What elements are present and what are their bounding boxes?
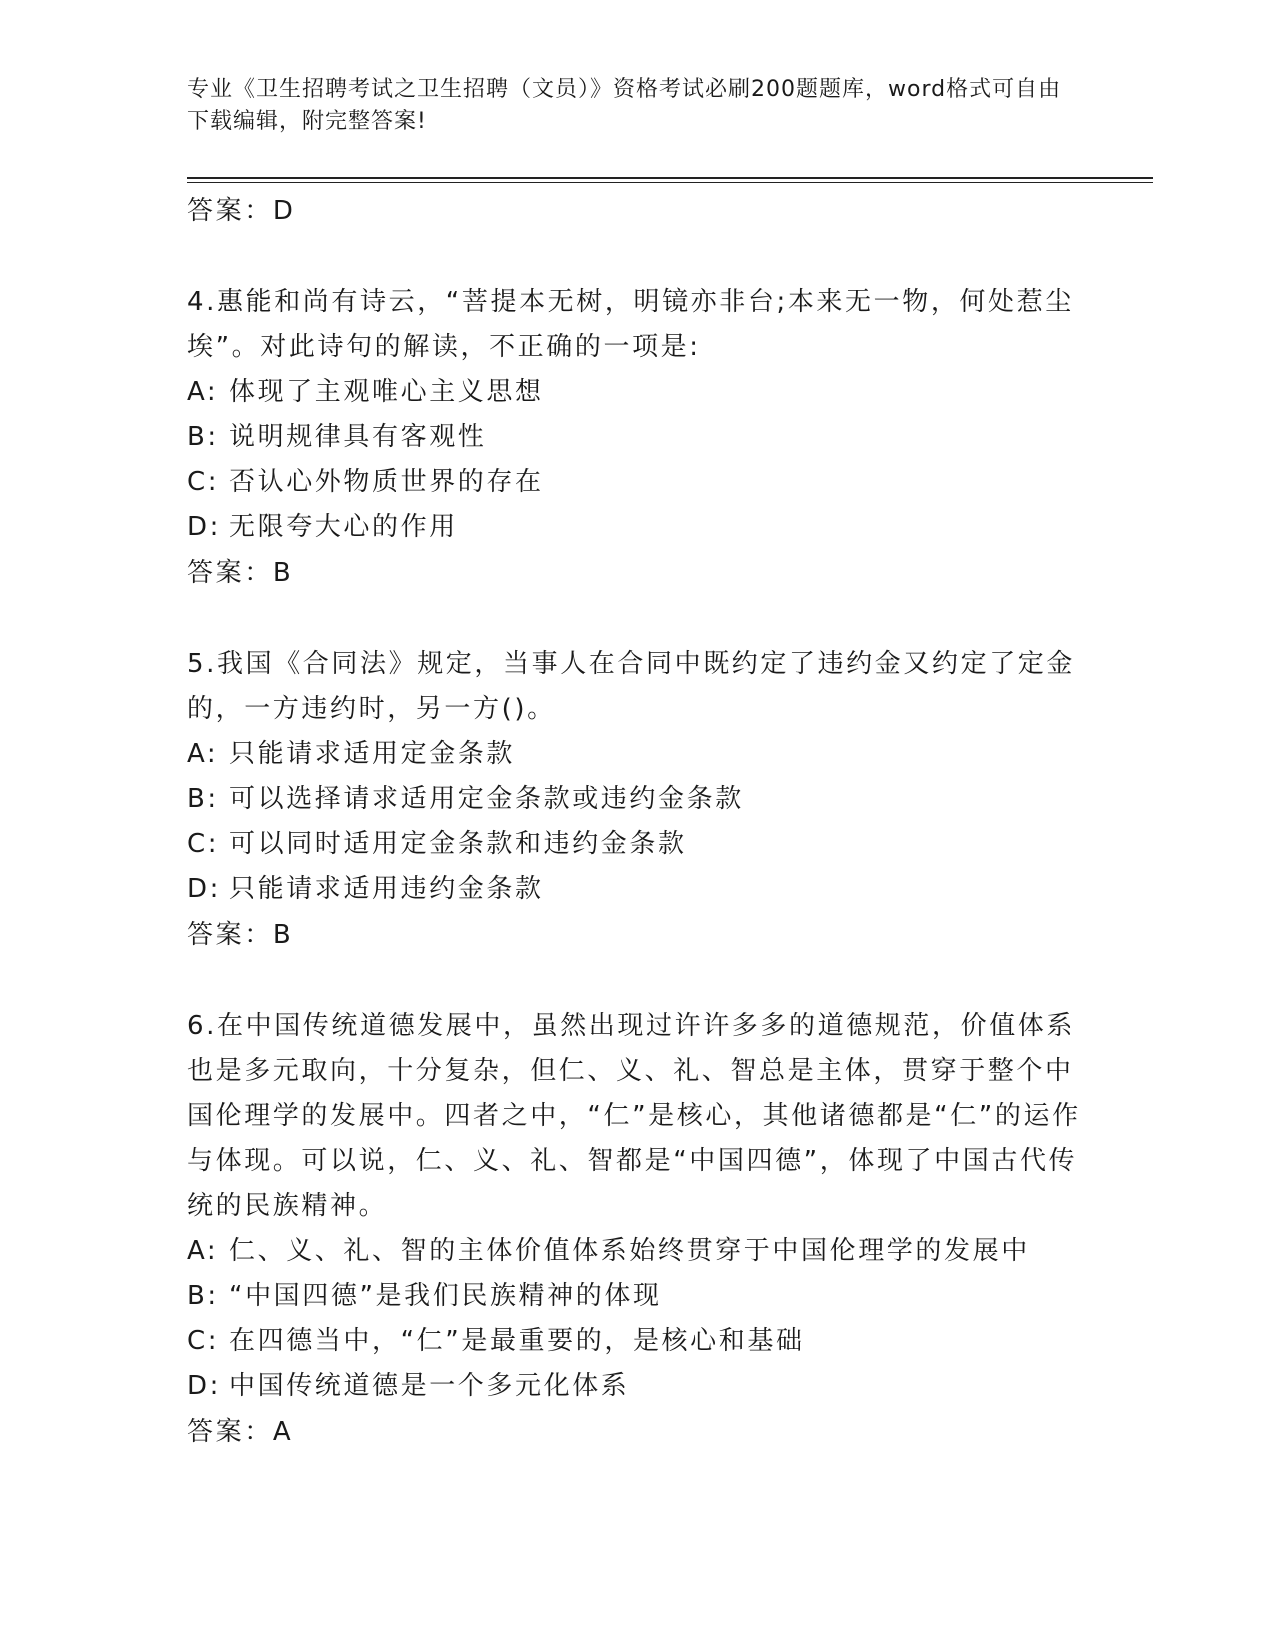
option-text: 可以选择请求适用定金条款或违约金条款: [229, 784, 744, 814]
question-stem: 6.在中国传统道德发展中，虽然出现过许许多多的道德规范，价值体系也是多元取向，十分复杂，但仁、义、礼、智总是主体，贯穿于整个中国伦理学的发展中。四者之中，“仁”是核心，其他诸德都是“仁”的运作与体现。可以说，仁、义、礼、智都是“中国四德”，体现了中国古代传统的民族精神。: [187, 1011, 1081, 1221]
answer-value: D: [272, 196, 296, 226]
option-b: [187, 415, 1087, 460]
option-c: [187, 1319, 1087, 1364]
answer-line: [187, 550, 1087, 596]
answer-line: [187, 1409, 1087, 1455]
option-d: [187, 867, 1087, 912]
answer-line: [187, 912, 1087, 958]
option-text: 只能请求适用定金条款: [229, 739, 516, 769]
answer-value: A: [272, 1417, 294, 1447]
header-rule-thick: [187, 177, 1153, 179]
option-d: [187, 505, 1087, 550]
answer-label: 答案：: [187, 920, 273, 950]
option-letter: B:: [187, 784, 219, 814]
option-letter: C:: [187, 467, 220, 497]
option-text: 可以同时适用定金条款和违约金条款: [229, 829, 687, 859]
answer-label: 答案：: [187, 558, 273, 588]
question-stem: 4.惠能和尚有诗云，“菩提本无树，明镜亦非台;本来无一物，何处惹尘埃”。对此诗句的解读，不正确的一项是:: [187, 287, 1074, 362]
answer-label: 答案：: [187, 1417, 273, 1447]
option-text: 说明规律具有客观性: [229, 422, 487, 452]
question-block: [187, 642, 1087, 958]
question-stem: 5.我国《合同法》规定，当事人在合同中既约定了违约金又约定了定金的，一方违约时，另一方()。: [187, 649, 1076, 724]
option-letter: C:: [187, 829, 220, 859]
option-letter: A:: [187, 1236, 219, 1266]
question-block: [187, 280, 1087, 596]
answer-line: [187, 188, 1087, 234]
document-body: [187, 188, 1087, 1455]
option-letter: D:: [187, 874, 221, 904]
option-text: 仁、义、礼、智的主体价值体系始终贯穿于中国伦理学的发展中: [229, 1236, 1030, 1266]
option-a: [187, 1229, 1087, 1274]
header-text: 专业《卫生招聘考试之卫生招聘（文员）》资格考试必刷200题题库，word格式可自由下载编辑，附完整答案!: [187, 77, 1062, 134]
option-letter: D:: [187, 1371, 221, 1401]
option-text: 在四德当中，“仁”是最重要的，是核心和基础: [229, 1326, 805, 1356]
option-b: [187, 1274, 1087, 1319]
option-d: [187, 1364, 1087, 1409]
answer-label: 答案：: [187, 196, 273, 226]
option-letter: B:: [187, 422, 219, 452]
option-text: 无限夸大心的作用: [229, 512, 458, 542]
option-c: [187, 460, 1087, 505]
option-b: [187, 777, 1087, 822]
header-rule-thin: [187, 182, 1153, 183]
option-letter: A:: [187, 377, 219, 407]
option-letter: A:: [187, 739, 219, 769]
option-a: [187, 732, 1087, 777]
option-a: [187, 370, 1087, 415]
question-block: [187, 1004, 1087, 1455]
answer-value: B: [272, 558, 294, 588]
page-header: [187, 74, 1067, 138]
option-text: 体现了主观唯心主义思想: [229, 377, 544, 407]
option-text: 中国传统道德是一个多元化体系: [229, 1371, 630, 1401]
option-letter: C:: [187, 1326, 220, 1356]
answer-value: B: [272, 920, 294, 950]
option-letter: D:: [187, 512, 221, 542]
option-text: “中国四德”是我们民族精神的体现: [229, 1281, 662, 1311]
option-text: 只能请求适用违约金条款: [229, 874, 544, 904]
option-letter: B:: [187, 1281, 219, 1311]
option-c: [187, 822, 1087, 867]
option-text: 否认心外物质世界的存在: [229, 467, 544, 497]
